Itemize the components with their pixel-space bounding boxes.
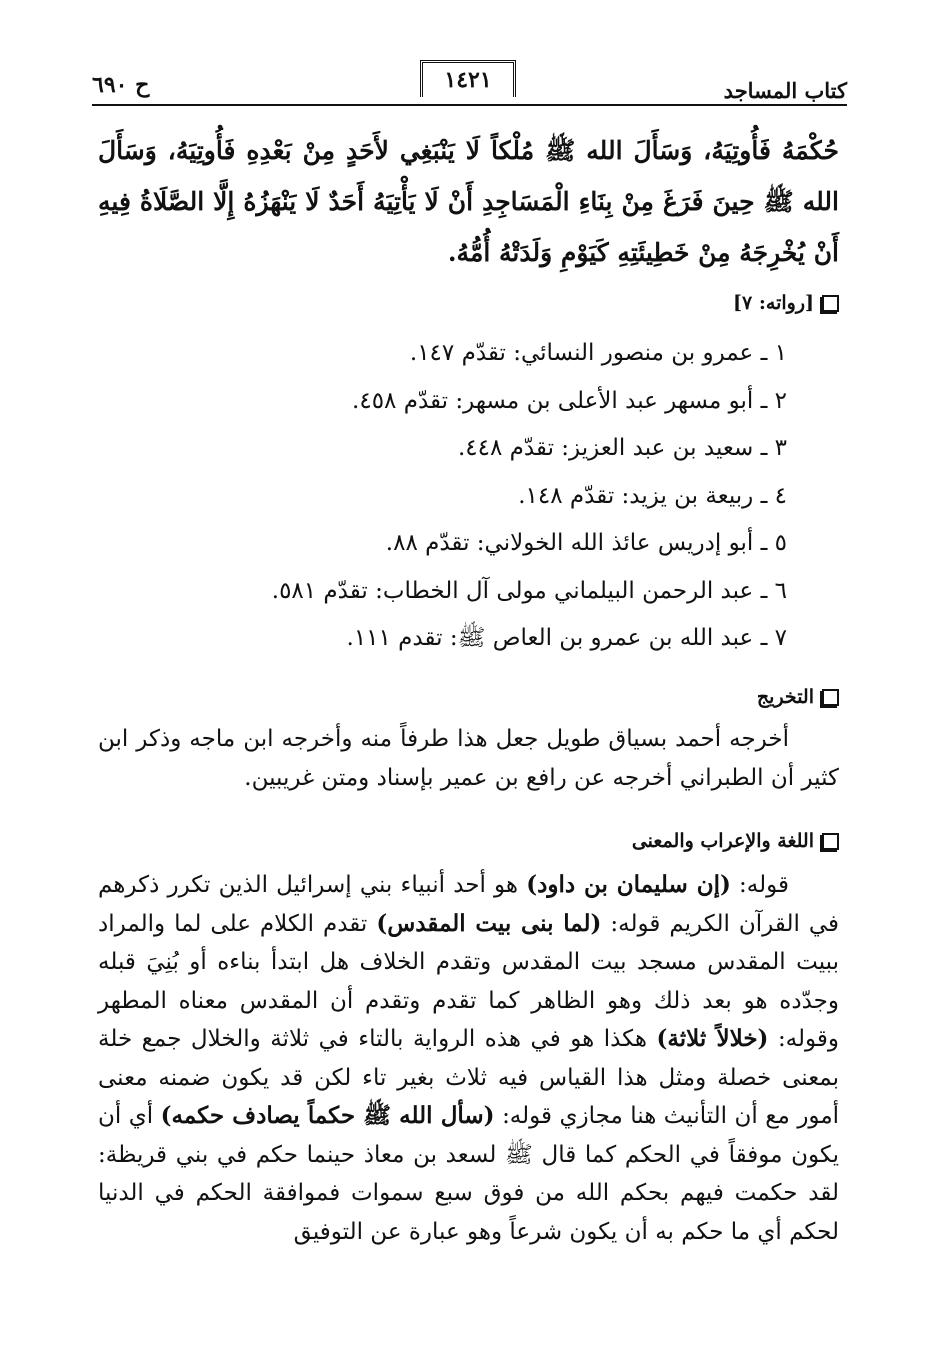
text-segment: أي أن يكون موفقاً في الحكم كما قال ﷺ لسعد بن معاذ حينما حكم في بني قريظة: لقد حكمت فيهم بحكم الله من فوق سبع سموات فموافقة الحكم في الدنيا لحكم أي ما حكم به أن يكون شرعاً وهو عبارة عن التوفيق [98,1103,839,1245]
page-number: ١٤٢١ [420,60,516,97]
book-title: كتاب المساجد [723,78,847,103]
header-rule [92,104,847,106]
hadith-text: حُكْمَهُ فَأُوتِيَهُ، وَسَأَلَ الله ﷺ مُلْكاً لَا يَنْبَغِي لأَحَدٍ مِنْ بَعْدِهِ فَأُوتِيَهُ، وَسَأَلَ الله ﷺ حِينَ فَرَغَ مِنْ بِنَاءِ الْمَسَاجِدِ أَنْ لَا يَأْتِيَهُ أَحَدٌ لَا يَنْهَزُهُ إِلَّا الصَّلَاةُ فِيهِ أَنْ يُخْرِجَهُ مِنْ خَطِيئَتِهِ كَيَوْمِ وَلَدَتْهُ أُمُّهُ. [98,136,839,267]
quoted-term: (إن سليمان بن داود) [526,871,731,898]
quoted-term: (سأل الله ﷺ حكماً يصادف حكمه) [160,1102,495,1129]
page-header [92,60,847,104]
square-bullet-icon [822,689,839,706]
narrator-item: ٤ ـ ربيعة بن يزيد: تقدّم ١٤٨. [518,482,787,509]
language-heading-label: اللغة والإعراب والمعنى [631,830,814,852]
narrators-list [167,330,787,663]
narrator-item: ٣ ـ سعيد بن عبد العزيز: تقدّم ٤٤٨. [457,435,787,461]
text-segment: قوله: [739,872,790,898]
text-segment: هو أحد أنبياء بني إسرائيل الذين تكرر ذكرهم في القرآن الكريم قوله: [98,872,839,937]
takhrij-text: أخرجه أحمد بسياق طويل جعل هذا طرفاً منه وأخرجه ابن ماجه وذكر ابن كثير أن الطبراني أخرجه عن رافع بن عمير بإسناد ومتن غريبين. [98,726,839,791]
takhrij-heading-label: التخريج [756,686,814,708]
narrator-item: ٢ ـ أبو مسهر عبد الأعلى بن مسهر: تقدّم ٤٥٨. [352,387,787,414]
narrator-item: ٦ ـ عبد الرحمن البيلماني مولى آل الخطاب: تقدّم ٥٨١. [271,577,787,604]
hadith-reference: ح ٦٩٠ [92,72,150,98]
takhrij-heading [757,686,839,708]
narrator-item: ١ ـ عمرو بن منصور النسائي: تقدّم ١٤٧. [409,340,787,366]
quoted-term: (لما بنى بيت المقدس) [376,909,602,937]
narrators-heading-label: [رواته: ٧] [733,292,814,314]
quoted-term: (خلالاً ثلاثة) [656,1025,769,1052]
square-bullet-icon [822,295,839,312]
narrator-item: ٧ ـ عبد الله بن عمرو بن العاص ﷺ: تقدم ١١١. [346,625,787,651]
text-segment: تقدم الكلام على لما والمراد ببيت المقدس مسجد بيت المقدس وتقدم الخلاف هل ابتدأ بناءه أو بُنِيَ قبله وجدّده هو بعد ذلك وهو الظاهر كما تقدم وتقدم أن المقدس معناه المطهر وقوله: [98,910,840,1052]
language-heading [632,830,839,852]
square-bullet-icon [822,833,839,850]
narrators-heading [733,292,839,314]
narrator-item: ٥ ـ أبو إدريس عائذ الله الخولاني: تقدّم ٨٨. [385,530,787,556]
text-segment: هكذا هو في هذه الرواية بالتاء في ثلاثة والخلال جمع خلة بمعنى خصلة ومثل هذا القياس فيه ثلاث بغير تاء لكن قد يكون ضمنه معنى أمور مع أن التأنيث هنا مجازي قوله: [98,1026,840,1129]
language-text [98,866,839,1251]
